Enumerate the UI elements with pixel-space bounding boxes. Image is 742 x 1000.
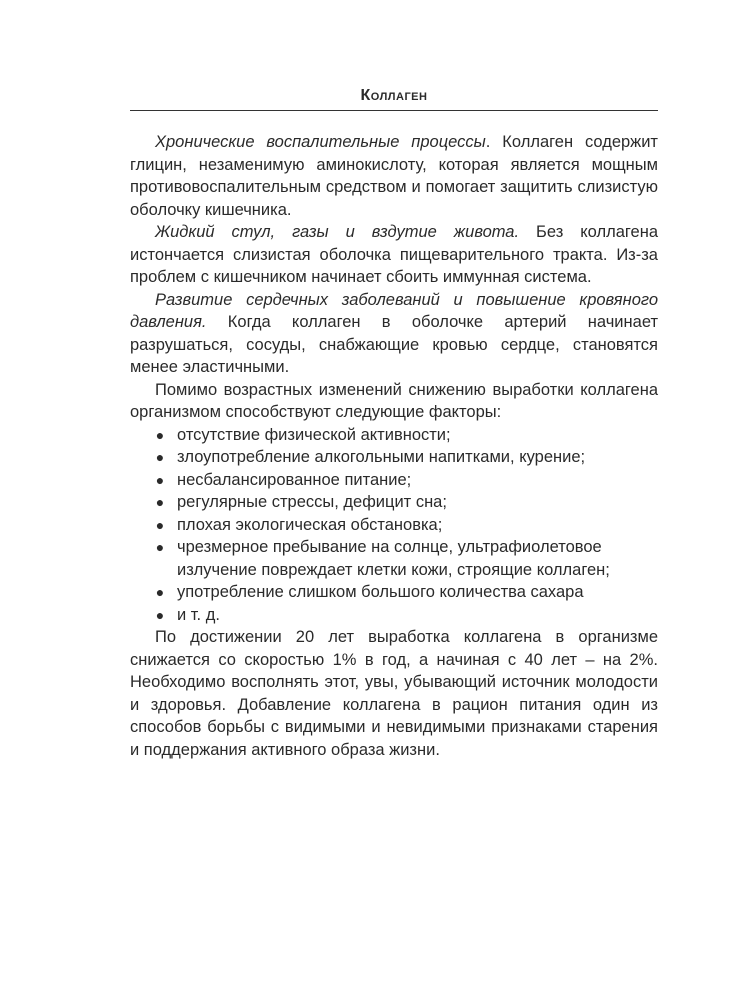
bullet-icon: ● (155, 426, 165, 443)
running-head-title: Коллаген (360, 87, 428, 104)
factors-list (130, 424, 658, 627)
list-item-text: злоупотребление алкогольными напитками, курение; (177, 448, 586, 466)
list-item-text: и т. д. (177, 605, 220, 624)
paragraph-heart (130, 289, 658, 379)
list-item (130, 536, 658, 581)
list-item-text: чрезмерное пребывание на солнце, ультрафиолетовое излучение повреждает клетки кожи, строящие коллаген; (177, 538, 610, 579)
paragraph-text: Без коллагена истончается слизистая оболочка пищеварительного тракта. Из-за проблем с кишечником начинает сбоить иммунная система. (130, 223, 659, 286)
list-item-text: несбалансированное питание; (177, 470, 412, 489)
paragraph-lead: Жидкий стул, газы и вздутие живота. (155, 223, 520, 241)
bullet-icon: ● (155, 449, 165, 465)
paragraph-text: Помимо возрастных изменений снижению выработки коллагена организмом способствуют следующие факторы: (130, 380, 658, 421)
paragraph-text: . Коллаген содержит глицин, незаменимую аминокислоту, которая является мощным противовоспалительным средством и помогает защитить слизистую оболочку кишечника. (130, 133, 658, 219)
paragraph-digestion (130, 221, 658, 289)
bullet-icon: ● (155, 516, 165, 533)
list-item (130, 604, 658, 627)
bullet-icon: ● (155, 471, 165, 488)
list-item-text: употребление слишком большого количества сахара (177, 583, 584, 601)
list-item-text: регулярные стрессы, дефицит сна; (177, 493, 447, 511)
bullet-icon: ● (155, 494, 165, 510)
list-item (130, 491, 658, 514)
paragraph-conclusion (130, 626, 658, 761)
list-item (130, 424, 658, 447)
paragraph-lead: Развитие сердечных заболеваний и повышение кровяного давления. (130, 290, 658, 331)
header-rule (130, 110, 658, 111)
list-item (130, 514, 658, 537)
list-item (130, 469, 658, 492)
paragraph-text: По достижении 20 лет выработка коллагена в организме снижается со скоростью 1% в год, а начиная с 40 лет – на 2%. Необходимо восполнять этот, увы, убывающий источник молодости и здоровья. Добавление коллагена в рацион питания один из способов борьбы с видимыми и невидимыми признаками старения и поддержания активного образа жизни. (130, 628, 658, 759)
bullet-icon: ● (155, 584, 165, 600)
paragraph-lead: Хронические воспалительные процессы (155, 133, 486, 151)
paragraph-factors-intro (130, 379, 658, 424)
list-item-text: отсутствие физической активности; (177, 425, 451, 444)
paragraph-text: Когда коллаген в оболочке артерий начинает разрушаться, сосуды, снабжающие кровью сердце, становятся менее эластичными. (130, 313, 658, 376)
bullet-icon: ● (155, 606, 165, 623)
bullet-icon: ● (155, 539, 165, 555)
list-item-text: плохая экологическая обстановка; (177, 515, 443, 534)
paragraph-inflammation (130, 131, 658, 221)
list-item (130, 581, 658, 604)
main-text (130, 131, 658, 761)
list-item (130, 446, 658, 469)
